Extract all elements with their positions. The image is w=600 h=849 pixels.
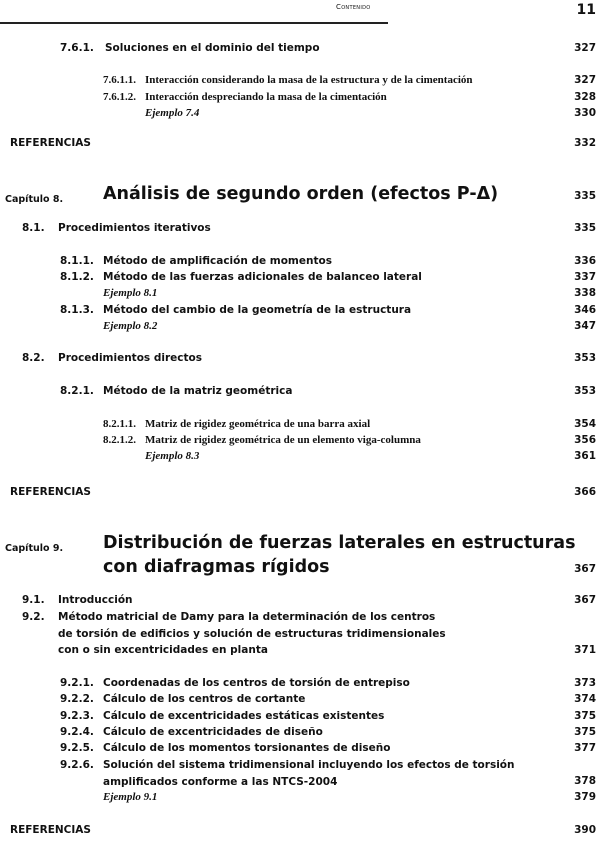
references-label: REFERENCIAS	[10, 137, 91, 149]
entry-title-continued: con o sin excentricidades en planta	[58, 644, 268, 656]
entry-number: 7.6.1.1.	[103, 74, 136, 86]
toc-entry[interactable]	[0, 269, 600, 285]
entry-title: Cálculo de los momentos torsionantes de diseño	[103, 742, 391, 754]
references-label: REFERENCIAS	[10, 824, 91, 836]
entry-number: 8.2.1.1.	[103, 418, 136, 430]
entry-page: 390	[574, 824, 596, 836]
entry-page: 375	[574, 710, 596, 722]
toc-entry[interactable]	[0, 416, 600, 432]
toc-entry[interactable]	[0, 350, 600, 366]
toc-entry[interactable]	[0, 592, 600, 608]
entry-page: 356	[574, 434, 596, 446]
entry-title: Ejemplo 8.3	[145, 450, 200, 462]
entry-number: 7.6.1.	[60, 42, 94, 54]
entry-title: Matriz de rigidez geométrica de una barra axial	[145, 418, 371, 430]
entry-title: Método matricial de Damy para la determinación de los centros	[58, 611, 436, 623]
entry-number: 7.6.1.2.	[103, 91, 136, 103]
entry-title: Método de las fuerzas adicionales de balanceo lateral	[103, 271, 422, 283]
toc-entry[interactable]	[0, 105, 600, 121]
entry-title: Solución del sistema tridimensional incluyendo los efectos de torsión	[103, 759, 515, 771]
entry-page: 335	[574, 190, 596, 202]
header-rule	[0, 22, 388, 24]
entry-title-continued: de torsión de edificios y solución de estructuras tridimensionales	[58, 627, 446, 640]
toc-entry[interactable]	[0, 432, 600, 448]
entry-page: 378	[574, 775, 596, 787]
entry-page: 353	[574, 352, 596, 364]
entry-page: 336	[574, 255, 596, 267]
entry-page: 337	[574, 271, 596, 283]
entry-number: 8.2.1.2.	[103, 434, 136, 446]
entry-number: Capítulo 9.	[5, 543, 64, 554]
toc-entry[interactable]	[0, 484, 600, 500]
entry-page: 367	[574, 563, 596, 575]
toc-entry[interactable]	[0, 533, 600, 577]
page-number: 11	[576, 2, 596, 18]
toc-entry[interactable]	[0, 285, 600, 301]
entry-page: 327	[574, 74, 596, 86]
toc-entry[interactable]	[0, 448, 600, 464]
toc-entry[interactable]	[0, 822, 600, 838]
entry-page: 375	[574, 726, 596, 738]
entry-page: 379	[574, 791, 596, 803]
references-label: REFERENCIAS	[10, 486, 91, 498]
toc-entry[interactable]	[0, 40, 600, 56]
entry-number: 8.1.	[22, 222, 45, 234]
entry-page: 328	[574, 91, 596, 103]
entry-title: Soluciones en el dominio del tiempo	[105, 42, 320, 54]
toc-entry[interactable]	[0, 383, 600, 399]
toc-entry[interactable]	[0, 89, 600, 105]
toc-entry[interactable]	[0, 740, 600, 756]
running-title: Contenido	[336, 3, 371, 11]
entry-title: Interacción considerando la masa de la estructura y de la cimentación	[145, 74, 473, 86]
entry-title: Ejemplo 9.1	[103, 791, 158, 803]
entry-title: Distribución de fuerzas laterales en estructuras	[103, 533, 576, 553]
entry-number: 9.2.4.	[60, 726, 94, 738]
entry-page: 354	[574, 418, 596, 430]
toc-entry[interactable]	[0, 708, 600, 724]
entry-title: Introducción	[58, 594, 133, 606]
entry-page: 332	[574, 137, 596, 149]
entry-title: Interacción despreciando la masa de la cimentación	[145, 91, 387, 103]
entry-number: Capítulo 8.	[5, 194, 64, 205]
toc-entry[interactable]	[0, 72, 600, 88]
entry-page: 338	[574, 287, 596, 299]
entry-number: 8.1.2.	[60, 271, 94, 283]
toc-entry[interactable]	[0, 609, 600, 656]
entry-page: 353	[574, 385, 596, 397]
toc-entry[interactable]	[0, 691, 600, 707]
entry-number: 8.1.1.	[60, 255, 94, 267]
entry-number: 9.2.6.	[60, 759, 94, 771]
entry-number: 9.1.	[22, 594, 45, 606]
entry-title: Matriz de rigidez geométrica de un elemento viga-columna	[145, 434, 421, 446]
entry-page: 347	[574, 320, 596, 332]
entry-title: Ejemplo 7.4	[145, 107, 200, 119]
entry-title: Coordenadas de los centros de torsión de entrepiso	[103, 677, 410, 689]
entry-page: 371	[574, 644, 596, 656]
entry-title: Método de amplificación de momentos	[103, 255, 332, 267]
entry-number: 9.2.1.	[60, 677, 94, 689]
toc-entry[interactable]	[0, 220, 600, 236]
toc-entry[interactable]	[0, 724, 600, 740]
toc-entry[interactable]	[0, 789, 600, 805]
entry-number: 9.2.5.	[60, 742, 94, 754]
toc-entry[interactable]	[0, 135, 600, 151]
entry-number: 9.2.2.	[60, 693, 94, 705]
entry-page: 361	[574, 450, 596, 462]
entry-title: Cálculo de excentricidades estáticas existentes	[103, 710, 385, 722]
toc-entry[interactable]	[0, 318, 600, 334]
entry-page: 346	[574, 304, 596, 316]
toc-entry[interactable]	[0, 757, 600, 788]
entry-title: Procedimientos iterativos	[58, 222, 211, 234]
toc-entry[interactable]	[0, 675, 600, 691]
toc-entry[interactable]	[0, 253, 600, 269]
entry-number: 9.2.3.	[60, 710, 94, 722]
entry-title: Ejemplo 8.2	[103, 320, 158, 332]
entry-number: 8.2.	[22, 352, 45, 364]
entry-page: 366	[574, 486, 596, 498]
entry-title-continued: con diafragmas rígidos	[103, 557, 330, 577]
entry-page: 374	[574, 693, 596, 705]
toc-entry[interactable]	[0, 184, 600, 205]
entry-title: Método del cambio de la geometría de la estructura	[103, 304, 412, 316]
entry-title: Cálculo de excentricidades de diseño	[103, 726, 323, 738]
entry-number: 8.2.1.	[60, 385, 94, 397]
entry-page: 377	[574, 742, 596, 754]
entry-title: Cálculo de los centros de cortante	[103, 693, 306, 705]
entry-title: Procedimientos directos	[58, 352, 202, 364]
entry-page: 330	[574, 107, 596, 119]
entry-number: 8.1.3.	[60, 304, 94, 316]
entry-number: 9.2.	[22, 611, 45, 623]
entry-title: Método de la matriz geométrica	[103, 385, 293, 397]
entry-page: 373	[574, 677, 596, 689]
entry-title: Ejemplo 8.1	[103, 287, 158, 299]
entry-page: 327	[574, 42, 596, 54]
toc-entry[interactable]	[0, 302, 600, 318]
entry-title: Análisis de segundo orden (efectos P-Δ)	[103, 184, 499, 204]
entry-title-continued: amplificados conforme a las NTCS-2004	[103, 775, 338, 788]
entry-page: 367	[574, 594, 596, 606]
entry-page: 335	[574, 222, 596, 234]
